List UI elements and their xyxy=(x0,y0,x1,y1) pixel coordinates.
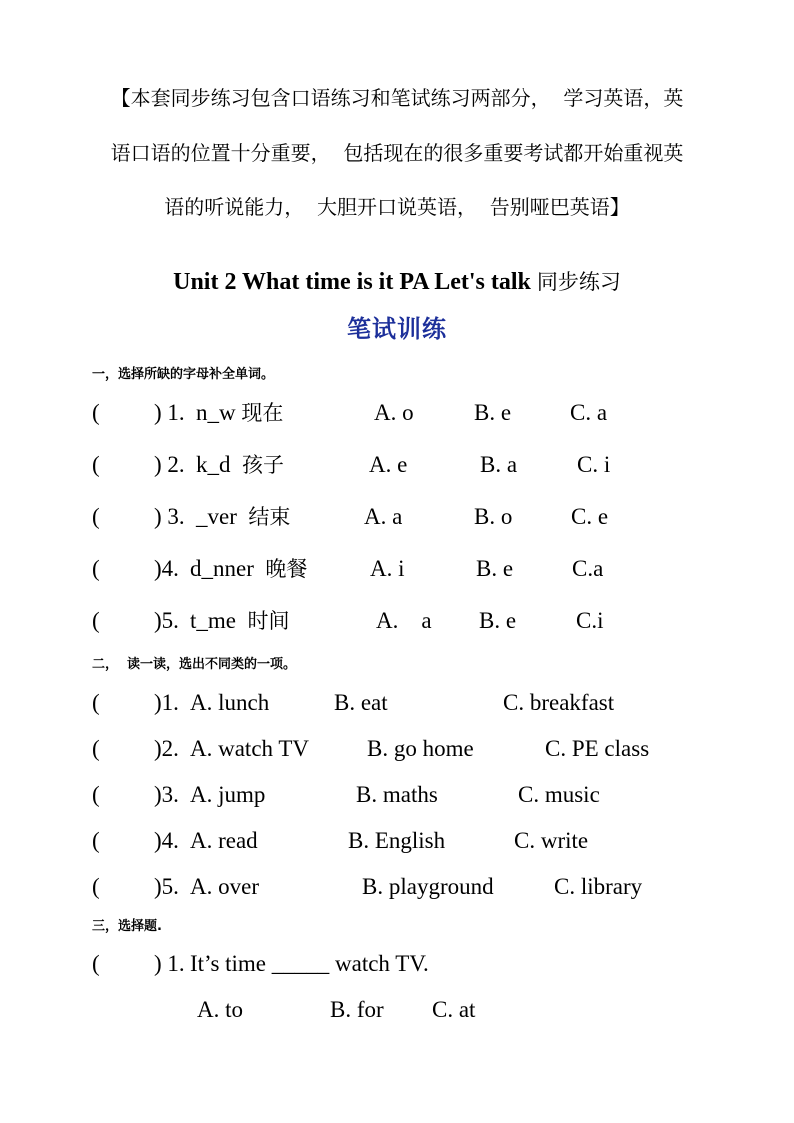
option-c: C. e xyxy=(571,504,609,529)
options-row xyxy=(0,995,794,1025)
word-with-blank: n_w xyxy=(196,400,242,425)
option-a: A. o xyxy=(374,400,414,425)
question-number: )4. xyxy=(154,556,185,581)
question-row xyxy=(0,949,794,979)
section-3-heading: 三，选择题. xyxy=(92,919,162,934)
section-1-heading: 一，选择所缺的字母补全单词。 xyxy=(92,367,275,382)
question-number: )3. xyxy=(154,782,185,807)
option-a: A. a xyxy=(376,608,432,633)
question-number: ) 3. xyxy=(154,504,191,529)
answer-paren: ( xyxy=(92,951,100,976)
option-a: A. watch TV xyxy=(190,736,310,761)
word-with-blank: t_me xyxy=(190,608,248,633)
question-word xyxy=(196,502,290,532)
question-number: ) 1. xyxy=(154,951,185,976)
question-number: ) 2. xyxy=(154,452,191,477)
option-b: B. o xyxy=(474,504,513,529)
option-a: A. over xyxy=(190,874,259,899)
question-number: )2. xyxy=(154,736,185,761)
section-subtitle: 笔试训练 xyxy=(347,315,447,343)
option-b: B. e xyxy=(476,556,514,581)
option-b: B. e xyxy=(479,608,517,633)
intro-line-1: 【本套同步练习包含口语练习和笔试练习两部分， 学习英语，英 xyxy=(110,86,684,110)
option-a: A. i xyxy=(370,556,405,581)
option-a: A. e xyxy=(369,452,408,477)
option-b: B. eat xyxy=(334,690,388,715)
answer-paren: ( xyxy=(92,736,100,761)
question-row xyxy=(0,398,794,428)
option-a: A. lunch xyxy=(190,690,270,715)
answer-paren: ( xyxy=(92,782,100,807)
question-word xyxy=(196,450,284,480)
question-row xyxy=(0,780,794,810)
answer-paren: ( xyxy=(92,400,100,425)
option-a: A. to xyxy=(197,997,243,1022)
option-c: C. library xyxy=(554,874,643,899)
answer-paren: ( xyxy=(92,874,100,899)
chinese-meaning: 孩子 xyxy=(242,453,284,477)
option-a: A. read xyxy=(190,828,258,853)
question-number: ) 1. xyxy=(154,400,191,425)
question-word xyxy=(196,398,283,428)
answer-paren: ( xyxy=(92,452,100,477)
word-with-blank: k_d xyxy=(196,452,242,477)
question-row xyxy=(0,606,794,636)
option-b: B. playground xyxy=(362,874,494,899)
option-c: C. at xyxy=(432,997,476,1022)
option-b: B. maths xyxy=(356,782,438,807)
question-number: )5. xyxy=(154,874,185,899)
option-c: C. breakfast xyxy=(503,690,615,715)
answer-paren: ( xyxy=(92,828,100,853)
option-b: B. e xyxy=(474,400,512,425)
word-with-blank: d_nner xyxy=(190,556,266,581)
option-c: C. a xyxy=(570,400,608,425)
option-a: A. jump xyxy=(190,782,266,807)
option-c: C.a xyxy=(572,556,604,581)
option-b: B. English xyxy=(348,828,446,853)
question-text: It’s time _____ watch TV. xyxy=(190,951,429,976)
question-row xyxy=(0,734,794,764)
word-with-blank: _ver xyxy=(196,504,249,529)
option-b: B. for xyxy=(330,997,384,1022)
option-c: C. PE class xyxy=(545,736,650,761)
question-row xyxy=(0,554,794,584)
question-word xyxy=(190,554,307,584)
chinese-meaning: 现在 xyxy=(241,401,284,425)
question-row xyxy=(0,688,794,718)
document-title-cn: 同步练习 xyxy=(536,270,621,294)
option-c: C. write xyxy=(514,828,589,853)
intro-line-2: 语口语的位置十分重要， 包括现在的很多重要考试都开始重视英 xyxy=(110,141,684,165)
question-row xyxy=(0,450,794,480)
document-title xyxy=(0,268,794,296)
question-number: )1. xyxy=(154,690,185,715)
question-number: )5. xyxy=(154,608,185,633)
option-c: C. i xyxy=(577,452,611,477)
intro-line-3: 语的听说能力， 大胆开口说英语， 告别哑巴英语】 xyxy=(164,195,630,219)
question-word xyxy=(190,606,290,636)
document-title-en: Unit 2 What time is it PA Let's talk xyxy=(173,269,537,295)
question-row xyxy=(0,872,794,902)
answer-paren: ( xyxy=(92,690,100,715)
chinese-meaning: 晚餐 xyxy=(265,557,308,581)
chinese-meaning: 时间 xyxy=(247,609,290,633)
option-a: A. a xyxy=(364,504,403,529)
question-row xyxy=(0,502,794,532)
question-row xyxy=(0,826,794,856)
option-c: C. music xyxy=(518,782,600,807)
option-c: C.i xyxy=(576,608,604,633)
question-number: )4. xyxy=(154,828,185,853)
chinese-meaning: 结束 xyxy=(248,505,291,529)
answer-paren: ( xyxy=(92,608,100,633)
answer-paren: ( xyxy=(92,504,100,529)
option-b: B. go home xyxy=(367,736,474,761)
option-b: B. a xyxy=(480,452,518,477)
section-2-heading: 二， 读一读，选出不同类的一项。 xyxy=(92,657,297,672)
answer-paren: ( xyxy=(92,556,100,581)
